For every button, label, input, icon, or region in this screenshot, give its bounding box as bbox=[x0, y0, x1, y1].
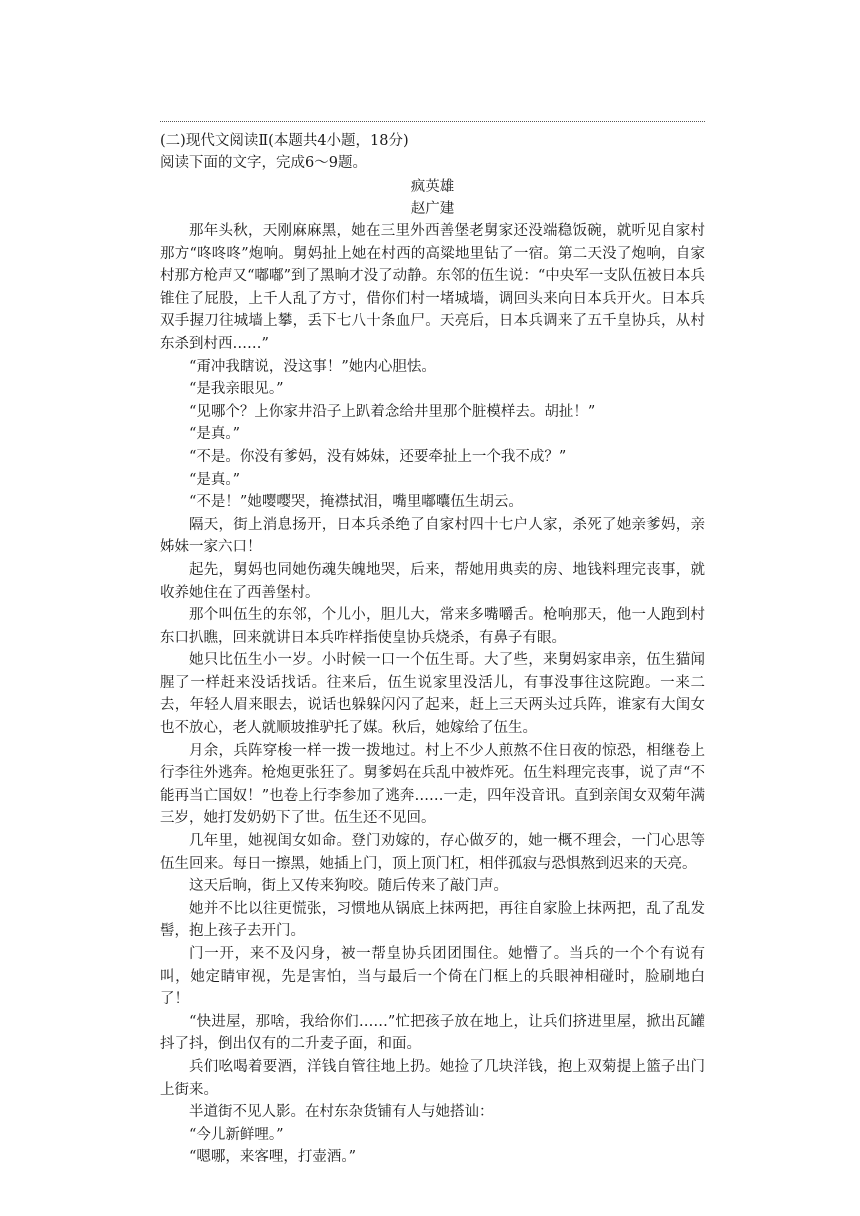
dotted-divider bbox=[160, 121, 705, 122]
paragraph: “见哪个？上你家井沿子上趴着念给井里那个脏模样去。胡扯！” bbox=[189, 403, 596, 420]
paragraph: 她只比伍生小一岁。小时候一口一个伍生哥。大了些，来舅妈家串亲，伍生猫闻腥了一样赶来没话找话。往来后，伍生说家里没活儿，有事没事往这院跑。一来二去，年轻人眉来眼去，说话也躲躲闪闪了起来，赶上三天两头过兵阵，谁家有大闺女也不放心，老人就顺坡推驴托了媒。秋后，她嫁给了伍生。 bbox=[160, 652, 705, 737]
paragraph: 半道街不见人影。在村东杂货铺有人与她搭讪： bbox=[189, 1104, 494, 1121]
paragraph: “不是！”她嘤嘤哭，掩襟拭泪，嘴里嘟囔伍生胡云。 bbox=[189, 494, 523, 511]
paragraph: “不是。你没有爹妈，没有姊妹，还要牵扯上一个我不成？” bbox=[189, 448, 567, 465]
paragraph: 她并不比以往更慌张，习惯地从锅底上抹两把，再往自家脸上抹两把，乱了乱发髻，抱上孩子去开门。 bbox=[160, 900, 705, 940]
paragraph: “是真。” bbox=[189, 426, 241, 443]
paragraph: “甭冲我瞎说，没这事！”她内心胆怯。 bbox=[189, 358, 436, 375]
section-heading: (二)现代文阅读Ⅱ(本题共4小题，18分) bbox=[160, 133, 409, 149]
paragraph: 起先，舅妈也同她伤魂失魄地哭，后来，帮她用典卖的房、地钱料理完丧事，就收养她住在了西善堡村。 bbox=[160, 561, 705, 601]
paragraph: 那年头秋，天刚麻麻黑，她在三里外西善堡老舅家还没端稳饭碗，就听见自家村那方“咚咚咚”炮响。舅妈扯上她在村西的高粱地里钻了一宿。第二天没了炮响，自家村那方枪声又“嘟嘟”到了黑晌才没了动静。东邻的伍生说：“中央军一支队伍被日本兵锥住了屁股，上千人乱了方寸，借你们村一堵城墙，调回头来向日本兵开火。日本兵双手握刀往城墙上攀，丢下七八十条血尸。天亮后，日本兵调来了五千皇协兵，从村东杀到村西……” bbox=[160, 223, 705, 352]
paragraph: 那个叫伍生的东邻，个儿小，胆儿大，常来多嘴嚼舌。枪响那天，他一人跑到村东口扒瞧，回来就讲日本兵咋样指使皇协兵烧杀，有鼻子有眼。 bbox=[160, 607, 705, 646]
paragraph: “今儿新鲜哩。” bbox=[189, 1126, 284, 1143]
paragraph: “是我亲眼见。” bbox=[189, 381, 284, 398]
paragraph: 门一开，来不及闪身，被一帮皇协兵团团围住。她懵了。当兵的一个个有说有叫，她定睛审视，先是害怕，当与最后一个倚在门框上的兵眼神相碰时，脸刷地白了！ bbox=[160, 946, 705, 1008]
paragraph: “是真。” bbox=[189, 471, 241, 488]
story-title: 疯英雄 bbox=[410, 179, 455, 195]
paragraph: 这天后晌，街上又传来狗咬。随后传来了敲门声。 bbox=[189, 878, 508, 895]
paragraph: 隔天，街上消息扬开，日本兵杀绝了自家村四十七户人家，杀死了她亲爹妈，亲姊妹一家六口！ bbox=[160, 516, 705, 556]
paragraph: “快进屋，那啥，我给你们……”忙把孩子放在地上，让兵们挤进里屋，掀出瓦罐抖了抖，倒出仅有的二升麦子面，和面。 bbox=[160, 1013, 705, 1053]
story-body bbox=[160, 220, 705, 1169]
paragraph: 兵们吆喝着要酒，洋钱自管往地上扔。她捡了几块洋钱，抱上双菊提上篮子出门上街来。 bbox=[160, 1058, 705, 1098]
story-author: 赵广建 bbox=[410, 201, 455, 217]
paragraph: “嗯哪，来客哩，打壶酒。” bbox=[189, 1149, 357, 1166]
reading-instruction: 阅读下面的文字，完成6～9题。 bbox=[160, 155, 367, 171]
paragraph: 月余，兵阵穿梭一样一拨一拨地过。村上不少人煎熬不住日夜的惊恐，相继卷上行李往外逃奔。枪炮更张狂了。舅爹妈在兵乱中被炸死。伍生料理完丧事，说了声“不能再当亡国奴！”也卷上行李参加了逃奔……一走，四年没音讯。直到亲闺女双菊年满三岁，她打发奶奶下了世。伍生还不见回。 bbox=[160, 742, 705, 827]
paragraph: 几年里，她视闺女如命。登门劝嫁的，存心做歹的，她一概不理会，一门心思等伍生回来。每日一擦黑，她插上门，顶上顶门杠，相伴孤寂与恐惧熬到迟来的天亮。 bbox=[160, 833, 705, 872]
